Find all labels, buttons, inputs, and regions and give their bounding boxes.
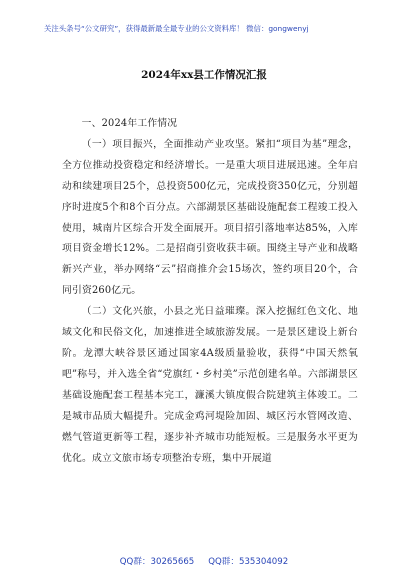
- paragraph-culture: （二）文化兴旅，小县之光日益璀璨。深入挖掘红色文化、地域文化和民俗文化，加速推进全域旅游发展。一是景区建设上新台阶。龙潭大峡谷景区通过国家4A级质量验收，获得“中国天然氧吧”称号，并入选全省“党旗红・乡村美”示范创建名单。六部湖景区基础设施配套工程基本完工，濂溪大镇度假合院建筑主体竣工。二是城市品质大幅提升。完成金鸡河堤险加固、城区污水管网改造、燃气管道更新等工程，逐步补齐城市功能短板。三是服务水平更为优化。成立文旅市场专项整治专班，集中开展道: [62, 306, 358, 464]
- footer-contact: [0, 556, 408, 568]
- section-heading: 一、2024年工作情况: [81, 118, 178, 129]
- document-body: [62, 114, 358, 469]
- document-title: 2024年xx县工作情况汇报: [141, 69, 267, 81]
- header-note: 关注头条号“公文研究”，获得最新最全最专业的公文资料库！ 微信：gongwenyj: [44, 24, 309, 33]
- qq-group-2: QQ群：535304092: [208, 557, 289, 567]
- paragraph-project: （一）项目振兴，全面推动产业攻坚。紧扣“项目为基”理念，全方位推动投资稳定和经济增长。一是重大项目进展迅速。全年启动和续建项目25个，总投资500亿元，完成投资350亿元，分别超序时进度5个和8个百分点。六部湖景区基础设施配套工程竣工投入使用，城南片区综合开发全面展开。项目招引落地率达85%，入库项目资金增长12%。二是招商引资收获丰硕。围绕主导产业和战略新兴产业，举办网络“云”招商推介会15场次，签约项目20个，合同引资260亿元。: [62, 138, 358, 297]
- qq-group-1: QQ群：30265665: [119, 557, 195, 567]
